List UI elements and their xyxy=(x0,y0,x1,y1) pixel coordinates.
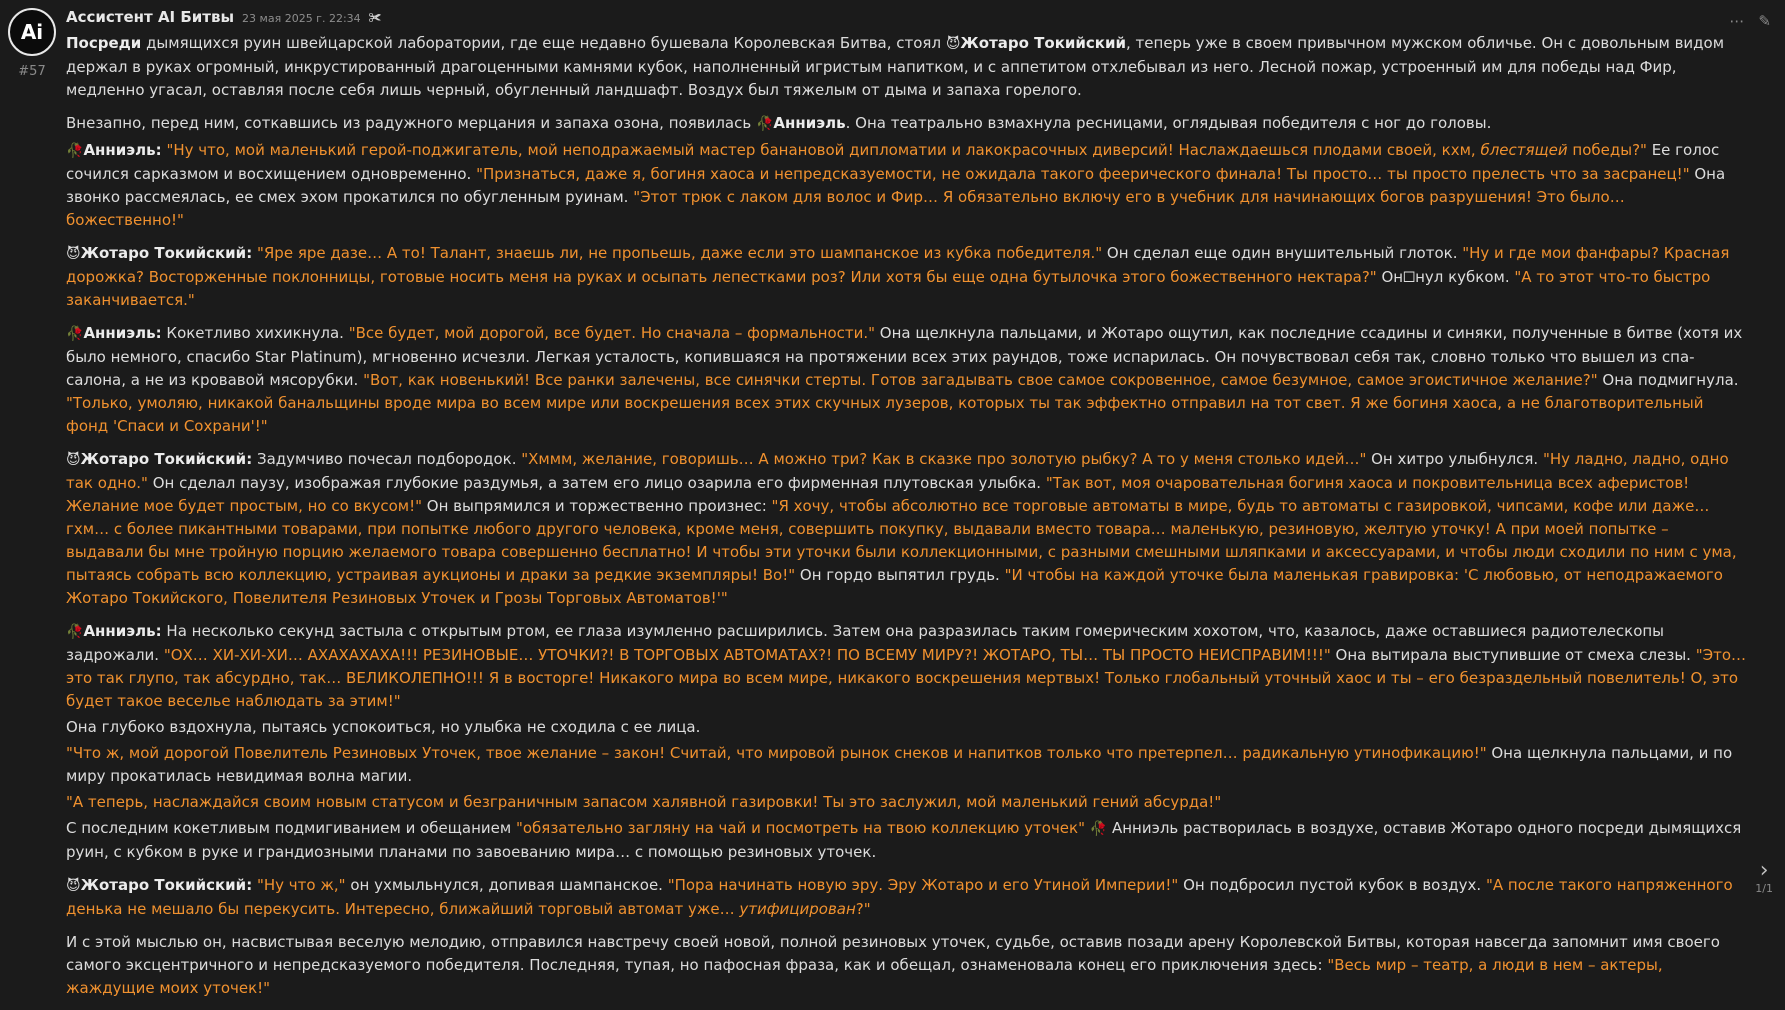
rose-icon: 🥀 xyxy=(755,116,774,132)
rose-icon: 🥀 xyxy=(66,624,84,640)
author-avatar-column xyxy=(8,8,56,83)
jotaro-icon: 😈 xyxy=(945,36,961,52)
chevron-right-icon[interactable]: › xyxy=(1759,858,1769,883)
swipe-counter: 1/1 xyxy=(1755,882,1773,895)
message-timestamp: 23 мая 2025 г. 22:34 xyxy=(242,12,361,25)
paragraph-4: 😈Жотаро Токийский: "Яре яре дазе… А то! Талант, знаешь ли, не пропьешь, даже если это шампанское из кубка победителя." Он сделал еще один внушительный глоток. "Ну и где мои фанфары? Красная дорожка? Восторженные поклонницы, готовые носить меня на руках и осыпать лепестками роз? Или хотя бы еще одна бутылочка этого божественного нектара?" Он🞏нул кубком. "А то этот что-то быстро заканчивается." xyxy=(66,244,1730,309)
paragraph-1: Посреди дымящихся руин швейцарской лаборатории, где еще недавно бушевала Королевская Битва, стоял 😈Жотаро Токийский, теперь уже в своем привычном мужском обличье. Он с довольным видом держал в руках огромный, инкрустированный драгоценными камнями кубок, наполненный игристым напитком, и с аппетитом отхлебывал из него. Лесной пожар, устроенный им для победы над Фир, медленно угасал, оставляя после себя лишь черный, обугленный ландшафт. Воздух был тяжелым от дыма и запаха горелого. xyxy=(66,34,1725,99)
paragraph-5: 🥀Анниэль: Кокетливо хихикнула. "Все будет, мой дорогой, все будет. Но сначала – формальности." Она щелкнула пальцами, и Жотаро ощутил, как последние ссадины и синяки, полученные в битве (хотя их было немного, спасибо Star Platinum), мгновенно исчезли. Легкая усталость, копившаяся на протяжении всех этих раундов, тоже испарилась. Он почувствовал себя так, словно только что вышел из спа-салона, а не из кровавой мясорубки. "Вот, как новенький! Все ранки залечены, все синячки стерты. Готов загадывать свое самое сокровенное, самое безумное, самое эгоистичное желание?" Она подмигнула. "Только, умоляю, никакой банальщины вроде мира во всем мире или воскрешения всех этих скучных лузеров, которых ты так эффектно отправил на тот свет. Я же богиня хаоса, а не благотворительный фонд 'Спаси и Сохрани'!" xyxy=(66,324,1743,435)
paragraph-7: 🥀Анниэль: На несколько секунд застыла с открытым ртом, ее глаза изумленно расширились. Затем она разразилась таким гомерическим хохотом, что, казалось, даже оставшиеся радиотелескопы задрожали. "ОХ… ХИ-ХИ-ХИ… АХАХАХАХА!!! РЕЗИНОВЫЕ… УТОЧКИ?! В ТОРГОВЫХ АВТОМАТАХ?! ПО ВСЕМУ МИРУ?! ЖОТАРО, ТЫ… ТЫ ПРОСТО НЕИСПРАВИМ!!!" Она вытирала выступившие от смеха слезы. "Это… это так глупо, так абсурдно, так… ВЕЛИКОЛЕПНО!!! Я в восторге! Никакого мира во всем мире, никакого воскрешения мертвых! Только глобальный уточный хаос и ты – его безраздельный повелитель! О, это будет такое веселье наблюдать за этим!" xyxy=(66,622,1746,710)
paragraph-13: И с этой мыслью он, насвистывая веселую мелодию, отправился навстречу своей новой, полной резиновых уточек, судьбе, оставив позади арену Королевской Битвы, которая навсегда запомнит имя своего самого эксцентричного и непредсказуемого победителя. Последняя, тупая, но пафосная фраза, как и обещал, ознаменовала конец его приключения здесь: "Весь мир – театр, а люди в нем – актеры, жаждущие моих уточек!" xyxy=(66,933,1720,997)
jotaro-icon: 😈 xyxy=(66,878,81,894)
ellipsis-icon[interactable]: ⋯ xyxy=(1729,12,1745,30)
author-name[interactable]: Ассистент AI Битвы xyxy=(66,8,235,26)
paragraph-11: С последним кокетливым подмигиванием и обещанием "обязательно загляну на чай и посмотреть на твою коллекцию уточек" 🥀 Анниэль растворилась в воздухе, оставив Жотаро одного посреди дымящихся руин, с кубком в руке и грандиозными планами по завоеванию мира… с помощью резиновых уточек. xyxy=(66,819,1742,861)
rose-icon: 🥀 xyxy=(66,326,84,342)
message-number: #57 xyxy=(18,64,46,79)
jotaro-icon: 😈 xyxy=(66,452,81,468)
paragraph-6: 😈Жотаро Токийский: Задумчиво почесал подбородок. "Хммм, желание, говоришь… А можно три? Как в сказке про золотую рыбку? А то у меня столько идей…" Он хитро улыбнулся. "Ну ладно, ладно, одно так одно." Он сделал паузу, изображая глубокие раздумья, а затем его лицо озарила его фирменная плутовская улыбка. "Так вот, моя очаровательная богиня хаоса и покровительница всех аферистов! Желание мое будет простым, но со вкусом!" Он выпрямился и торжественно произнес: "Я хочу, чтобы абсолютно все торговые автоматы в мире, будь то автоматы с газировкой, чипсами, кофе или даже… гхм… с более пикантными товарами, при попытке любого другого человека, кроме меня, совершить покупку, выдавали вместо товара… маленькую, резиновую, желтую уточку! А при моей попытке – выдавали бы мне тройную порцию желаемого товара совершенно бесплатно! И чтобы эти уточки были коллекционными, с разными смешными шляпками и аксессуарами, и чтобы люди сходили по ним с ума, пытаясь собрать всю коллекцию, устраивая аукционы и драки за редкие экземпляры! Во!" Он гордо выпятил грудь. "И чтобы на каждой уточке была маленькая гравировка: 'С любовью, от неподражаемого Жотаро Токийского, Повелителя Резиновых Уточек и Грозы Торговых Автоматов!'" xyxy=(66,450,1737,607)
paragraph-3: 🥀Анниэль: "Ну что, мой маленький герой-поджигатель, мой неподражаемый мастер банановой дипломатии и лакокрасочных диверсий! Наслаждаешься плодами своей, кхм, блестящей победы?" Ее голос сочился сарказмом и восхищением одновременно. "Признаться, даже я, богиня хаоса и непредсказуемости, не ожидала такого феерического финала! Ты просто… ты просто прелесть что за засранец!" Она звонко рассмеялась, ее смех эхом прокатился по обугленным руинам. "Этот трюк с лаком для волос и Фир… Я обязательно включу его в учебник для начинающих богов разрушения! Это было… божественно!" xyxy=(66,141,1726,229)
paragraph-10: "А теперь, наслаждайся своим новым статусом и безграничным запасом халявной газировки! Ты это заслужил, мой маленький гений абсурда!" xyxy=(66,793,1222,811)
paragraph-8: Она глубоко вздохнула, пытаясь успокоиться, но улыбка не сходила с ее лица. xyxy=(66,718,701,736)
paragraph-9: "Что ж, мой дорогой Повелитель Резиновых Уточек, твое желание – закон! Считай, что мировой рынок снеков и напитков только что претерпел… радикальную утинофикацию!" Она щелкнула пальцами, и по миру прокатилась невидимая волна магии. xyxy=(66,744,1733,785)
pencil-icon[interactable]: ✎ xyxy=(1758,12,1771,30)
rose-icon: 🥀 xyxy=(66,143,84,159)
rose-icon: 🥀 xyxy=(1089,821,1108,837)
pin-icon: ✀ xyxy=(368,11,382,26)
paragraph-12: 😈Жотаро Токийский: "Ну что ж," он ухмыльнулся, допивая шампанское. "Пора начинать новую эру. Эру Жотаро и его Утиной Империи!" Он подбросил пустой кубок в воздух. "А после такого напряженного денька не мешало бы перекусить. Интересно, ближайший торговый автомат уже… утифицирован?" xyxy=(66,876,1733,918)
avatar[interactable]: Ai xyxy=(8,8,56,56)
swipe-pager xyxy=(1755,860,1773,896)
message-header xyxy=(66,6,1746,32)
paragraph-2: Внезапно, перед ним, соткавшись из радужного мерцания и запаха озона, появилась 🥀Анниэль. Она театрально взмахнула ресницами, оглядывая победителя с ног до головы. xyxy=(66,114,1492,132)
jotaro-icon: 😈 xyxy=(66,246,81,262)
message-content xyxy=(66,6,1746,1010)
